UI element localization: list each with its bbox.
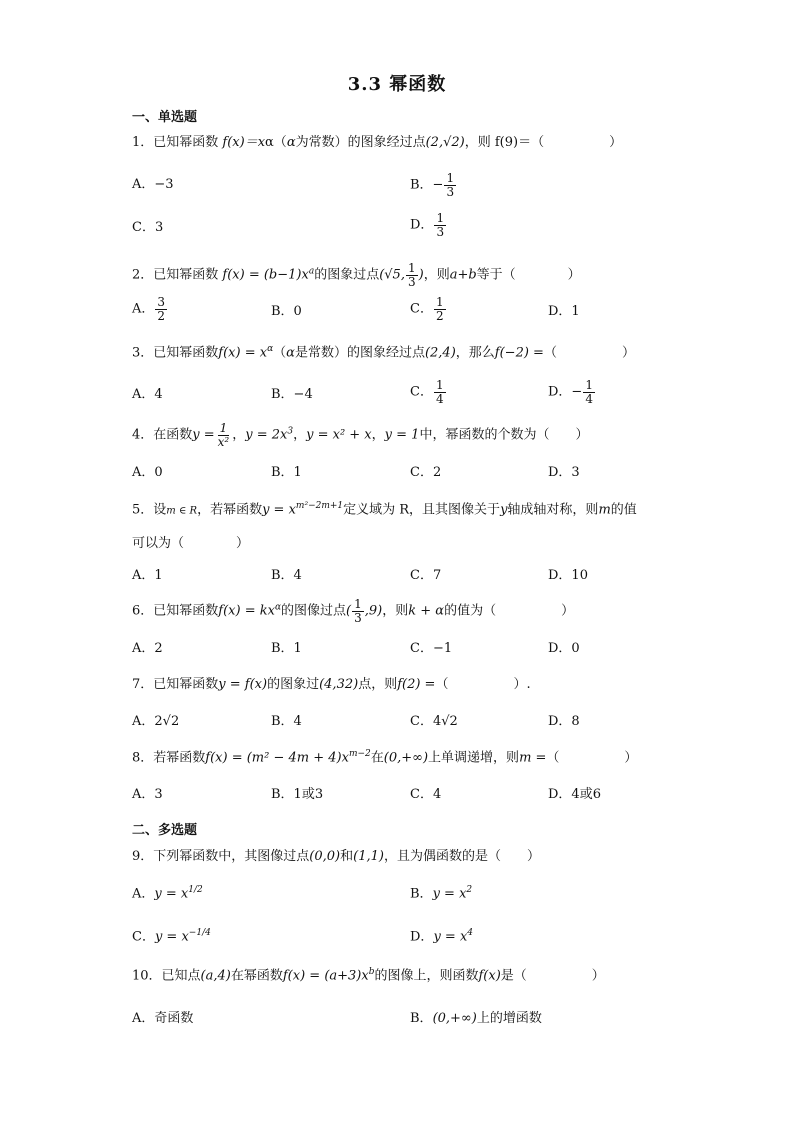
question-4-option-a[interactable]: A．0	[132, 465, 163, 480]
question-5-stem-line2: 可以为（ ）	[132, 536, 250, 551]
question-6-stem: 6．已知幂函数$f(x) = kx^\alpha$的图像过点( $\frac{1}{3}$ ,9)，则k + α的值为（ ）	[132, 597, 575, 625]
question-4-option-d[interactable]: D．3	[548, 465, 580, 480]
question-8-option-b[interactable]: B．1或3	[271, 787, 324, 802]
section-single-choice: 一、单选题	[132, 110, 198, 125]
fraction: $\frac{1}{2}$	[435, 295, 444, 323]
question-1-option-d[interactable]: D． $\frac{1}{3}$	[410, 211, 445, 239]
question-5-option-c[interactable]: C．7	[410, 568, 442, 583]
fraction: $\frac{1}{3}$	[354, 597, 362, 625]
question-9-option-b[interactable]: B．$y = x^2$	[410, 885, 473, 902]
question-1-stem: 1．已知幂函数 f(x)＝xα（α为常数）的图象经过点(2,√2)，则 f(9)＝（ ）	[132, 135, 623, 150]
question-3-stem: 3．已知幂函数$f(x) = x^\alpha(\alpha$是常数）的图象经过点(2,4)，那么f(−2) =（ ）	[132, 344, 635, 361]
question-7-option-b[interactable]: B．4	[271, 714, 302, 729]
question-3-option-d[interactable]: D．− $\frac{1}{4}$	[548, 378, 593, 406]
fraction: $\frac{3}{2}$	[157, 295, 166, 323]
question-6-option-a[interactable]: A．2	[132, 641, 163, 656]
page-title: 3.3 幂函数	[347, 74, 447, 95]
question-5-option-d[interactable]: D．10	[548, 568, 588, 583]
question-3-option-c[interactable]: C． $\frac{1}{4}$	[410, 378, 444, 406]
question-8-option-a[interactable]: A．3	[132, 787, 163, 802]
fraction: $\frac{1}{3}$	[436, 211, 445, 239]
question-2-stem: 2．已知幂函数 $f(x) = (b-1)x^a$的图象过点(√5, $\frac{1}{3}$ )，则a+b等于（ ）	[132, 261, 581, 289]
question-1-option-c[interactable]: C．3	[132, 220, 164, 235]
question-10-option-a[interactable]: A．奇函数	[132, 1011, 194, 1026]
question-9-option-d[interactable]: D．$y = x^4$	[410, 928, 474, 945]
question-6-option-b[interactable]: B．1	[271, 641, 302, 656]
question-3-option-b[interactable]: B．−4	[271, 387, 313, 402]
section-multi-choice: 二、多选题	[132, 823, 198, 838]
fraction: $\frac{1}{3}$	[446, 171, 455, 199]
question-7-option-a[interactable]: A．2√2	[132, 714, 180, 729]
question-2-option-a[interactable]: A． $\frac{3}{2}$	[132, 295, 166, 323]
question-6-option-d[interactable]: D．0	[548, 641, 580, 656]
question-10-option-b[interactable]: B．(0,+∞)上的增函数	[410, 1011, 542, 1026]
question-4-option-c[interactable]: C．2	[410, 465, 442, 480]
question-7-stem: 7．已知幂函数y = f(x)的图象过(4,32)点，则f(2) =（ ）.	[132, 677, 531, 692]
question-2-option-d[interactable]: D．1	[548, 304, 580, 319]
question-7-option-c[interactable]: C．4√2	[410, 714, 458, 729]
question-7-option-d[interactable]: D．8	[548, 714, 580, 729]
question-8-option-d[interactable]: D．4或6	[548, 787, 601, 802]
question-1-option-b[interactable]: B．− $\frac{1}{3}$	[410, 171, 455, 199]
fraction: $\frac{1}{4}$	[585, 378, 593, 406]
question-5-option-b[interactable]: B．4	[271, 568, 302, 583]
question-2-option-b[interactable]: B．0	[271, 304, 302, 319]
question-5-option-a[interactable]: A．1	[132, 568, 163, 583]
question-9-option-c[interactable]: C．$y = x^{-1/4}$	[132, 928, 211, 945]
question-5-stem: 5．设m ∈ R，若幂函数$y = x^{m^2-2m+1}$定义域为 R，且其图像关于y轴成轴对称，则m的值	[132, 501, 637, 518]
question-9-stem: 9．下列幂函数中，其图像过点(0,0)和(1,1)，且为偶函数的是（ ）	[132, 849, 540, 864]
question-6-option-c[interactable]: C．−1	[410, 641, 453, 656]
fraction: $\frac{1}{\text{x²}}$	[217, 421, 230, 449]
question-4-option-b[interactable]: B．1	[271, 465, 302, 480]
question-1-option-a[interactable]: A．−3	[132, 177, 174, 192]
fraction: $\frac{1}{3}$	[407, 261, 416, 289]
question-4-stem: 4．在函数y = $\frac{1}{\text{x²}}$ ，$y = 2x^3$，y = x² + x，y = 1中，幂函数的个数为（ ）	[132, 421, 589, 449]
question-9-option-a[interactable]: A．$y = x^{1/2}$	[132, 885, 203, 902]
question-2-option-c[interactable]: C． $\frac{1}{2}$	[410, 295, 444, 323]
fraction: $\frac{1}{4}$	[435, 378, 444, 406]
question-10-stem: 10．已知点(a,4)在幂函数$f(x) = (a+3)x^b$的图像上，则函数f(x)是（ ）	[132, 967, 605, 984]
question-3-option-a[interactable]: A．4	[132, 387, 163, 402]
question-8-stem: 8．若幂函数$f(x) = (m^2 - 4m + 4)x^{m-2}$在(0,+∞)上单调递增，则m =（ ）	[132, 749, 638, 766]
question-8-option-c[interactable]: C．4	[410, 787, 442, 802]
